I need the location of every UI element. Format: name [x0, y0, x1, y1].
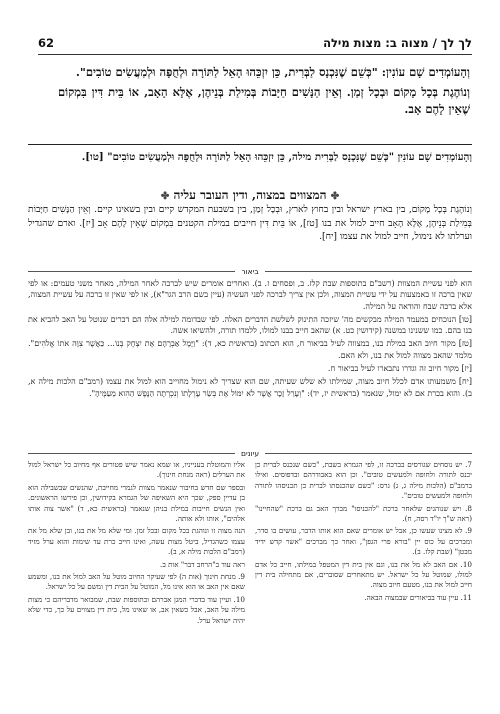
- main-text-paragraph: וְהָעוֹמְדִים שָׁם עוֹנִין: "כְּשֵׁם שֶׁנִּכְנָס לַבְּרִית, כֵּן יִזְכֵּהוּ הָאֵל לַתּוֹרָה וּלְחֻפָּה וּלְמַעֲשִׂים טוֹבִים".: [75, 65, 470, 79]
- explanation-paragraph: [יח] משמעותו אדם לכלל חיוב מצוה, שמילתו לא שלש שעיתה, שם הוא שצריך לא נימול מחוייב הוא למול את עצמו (רמב"ם הלכות מילה א, ב). והוא בכרת אם לא ימול, שנאמר (בראשית יז, יד): "וְעָרֵל זָכָר אֲשֶׁר לֹא יִמּוֹל אֶת בְּשַׂר עָרְלָתוֹ וְנִכְרְתָה הַנֶּפֶשׁ הַהִוא מֵעַמֶּיהָ".: [28, 377, 472, 398]
- explanation-paragraph: [טו] הנוכחים במעמד המילה מבקשים מה' שיזכה התינוק לשלשת הדברים האלה. לפי שבדומה למילה אלה הם דברים שנוטל על האב להביא את בנו בהם. כמו ששנינו במשנה (קידושין כט. א) שהאב חייב בבנו למולו, ללמדו תורה, ולהשיאו אשה.: [28, 314, 472, 336]
- note-item: 8. ויש שנוהגים שלאחר ברכת "להכניסו" מברך האב גם ברכת "שהחיינו" (ראה ש"ך יו"ד רסה, ח).: [255, 503, 472, 524]
- expanded-text-paragraph: וְהָעוֹמְדִים שָׁם עוֹנִין "כְּשֵׁם שֶׁנִּכְנָס לַבְּרִית מילה, כֵּן יִזְכֵּהוּ הָאֵל לַתּוֹרָה וּלְחֻפָּה וּלְמַעֲשִׂים טוֹבִים" [טו].: [81, 151, 472, 163]
- note-item: אליו והמוטלת בענייניו, או שמא נאמר שיש פטורים אף מחיוב כל ישראל למול את הערלים (ראה מנחת חינוך).: [28, 460, 245, 480]
- explanation-paragraph: הוא לפני עשיית המצוות (רשב"ם בתוספות שבת קלז. ב, ופסחים ז. ב). ואחרים אומרים שיש לברכה לאחר המילה, מאחר משני טעמים: או לפי שאין ברכה זו באמצעות על ידי עשיית המצוה, ולכן אין צריך לברכה לפני העשיה (עיין בשם הרב הגר"א), או לפי שאין זו ברכה על עשיית המצוה, אלא ברכה שבח והודאה על המילה.: [28, 279, 472, 311]
- note-item: 10. ועיין עוד בדברי המגן אברהם ובתוספות שבת, שמבואר מדבריהם כי מצות מילה על האב, אבל כשאין אב, או שאינו מל, בית דין מצווים על כך, כדי שלא יהיה ישראל ערל.: [28, 594, 245, 625]
- explanation-block: [28, 278, 472, 401]
- law-text-paragraph: וְנוֹהֶגֶת בְּכָל מָקוֹם, בין בארץ ישראל ובין בחוץ לארץ, וּבְכָל זְמַן, בין בשבעת המקדש קיים ובין בשאינו קיים. וְאֵין הַנָּשִׁים חַיָּבוֹת בְּמִילַת בְּנֵיהֶן, אֶלָּא הָאָב חייב למול את בנו [טז], אוֹ בֵּית דִּין חייבים במילת הקטנים בִּמְקוֹם שֶׁאֵין לָהֶם אָב [יז]. וארם שהגדיל וערלתו לא נימול, חייב למול את עצמו [יח].: [28, 204, 472, 242]
- note-item: 11. עיין עוד בביאורים שבמצוה הבאה.: [364, 592, 472, 602]
- note-item: ובספר שם חדש בחיבור שנאמר מצוות לגמרי מחייבת, שהנשים שבשבילה הוא בן עדיין ספק, שכך היא השאיפה של הגמרא בקידושין, וכן פירשו הראשונים. ואין הנשים חייבות במילת בניהן שנאמר (בראשית כא, ד) "אשר צוה אותו אלהים", אותו ולא אותה.: [28, 482, 245, 524]
- explanation-paragraph: [טז] מקור חיוב האב במילת בנו, במצווה לעיל בביאור ח, הוא הכתוב (בראשית כא, ד): "וַיָּמָל אַבְרָהָם אֶת יִצְחָק בְּנוֹ... כַּאֲשֶׁר צִוָּה אֹתוֹ אֱלֹהִים". מלמד שהאב מצווה למול את בנו, ולא האם.: [28, 339, 472, 360]
- main-text-paragraph: וְנוֹהֶגֶת בְּכָל מָקוֹם וּבְכָל זְמַן. וְאֵין הַנָּשִׁים חַיָּבוֹת בְּמִילַת בְּנֵיהֶן, אֶלָּא הָאָב, אוֹ בֵּית דִּין בִּמְקוֹם שֶׁאֵין לָהֶם אָב.: [58, 85, 470, 116]
- notes-label-row: [28, 448, 472, 458]
- notes-label: עיונים: [240, 448, 260, 458]
- note-item: הנה מצוה זו ונוהגת בכל מקום ובכל זמן. ומי שלא מל את בנו, ובן שלא מל את עצמו כשהגדיל, ביטל מצות עשה, ואינו חייב כרת עד שימות והוא ערל מזיד (רמב"ם הלכות מילה א, ב).: [28, 526, 245, 557]
- page-header: [38, 34, 472, 55]
- ornament-icon: ✤: [330, 191, 340, 202]
- note-item: 9. מנחת חינוך (אות ה) לפי שעיקר החיוב מוטל על האב למול את בנו, ומשמע שאם אין האב או הוא אינו מל, המוטל על הבית דין ומשם על כל ישראל.: [28, 572, 245, 592]
- page-number: 62: [38, 36, 55, 50]
- running-title: לך לך / מצוה ב: מצות מילה: [323, 36, 472, 50]
- ornament-icon: ✤: [160, 191, 170, 202]
- explanation-label-row: [28, 266, 472, 276]
- notes-column-right: [255, 460, 472, 705]
- expanded-text-block: [28, 150, 472, 165]
- notes-column-left: [28, 460, 245, 705]
- notes-section: [28, 460, 472, 705]
- note-item: 9. לא מצינו שעשו כן, אבל יש אומרים שאם הוא אותו הדבר, עושים בו סדר, ומברכים על כוס יין "בורא פרי הגפן", ואחר כך מברכים "אשר קדש ידיד מבטן" (שבת קלז. ב).: [255, 526, 472, 557]
- section-divider: [28, 144, 472, 145]
- section-heading-text: המצווים במצוה, ודין העובר עליה: [173, 188, 327, 202]
- note-item: 10. אם האב לא מל את בנו, וגם אין בית דין המטפל במילתו, חייב כל אדם למולו, שמוטל על כל ישראל. יש מתאחרים שסוברים, אם מתחילה בית דין חייב למול את בנו, מטעם חיוב מצוה.: [255, 559, 472, 590]
- note-item: ראה עוד ב"הרחב דבר" אות ב.: [160, 559, 245, 569]
- explanation-paragraph: [יז] מקור חיוב זה וגדרו נתבארו לעיל בביאור ח.: [327, 364, 472, 374]
- explanation-label: ביאור: [241, 266, 259, 276]
- law-text-block: [28, 203, 472, 244]
- main-text-block: [58, 64, 470, 121]
- note-item: 7. יש נוסחים שגורסים בברכה זו, לפי הגמרא בשבת, "כשם שנכנס לברית כן יכנס לתורה ולחופה ולמעשים טובים". וכן הוא באבודרהם ובדפוסים. ואילו ברמב"ם (הלכות מילה ג, ג) גרס: "כשם שהכנסתו לברית כן תכניסהו לתורה ולחופה ולמעשים טובים".: [255, 460, 472, 501]
- section-heading: [28, 188, 472, 203]
